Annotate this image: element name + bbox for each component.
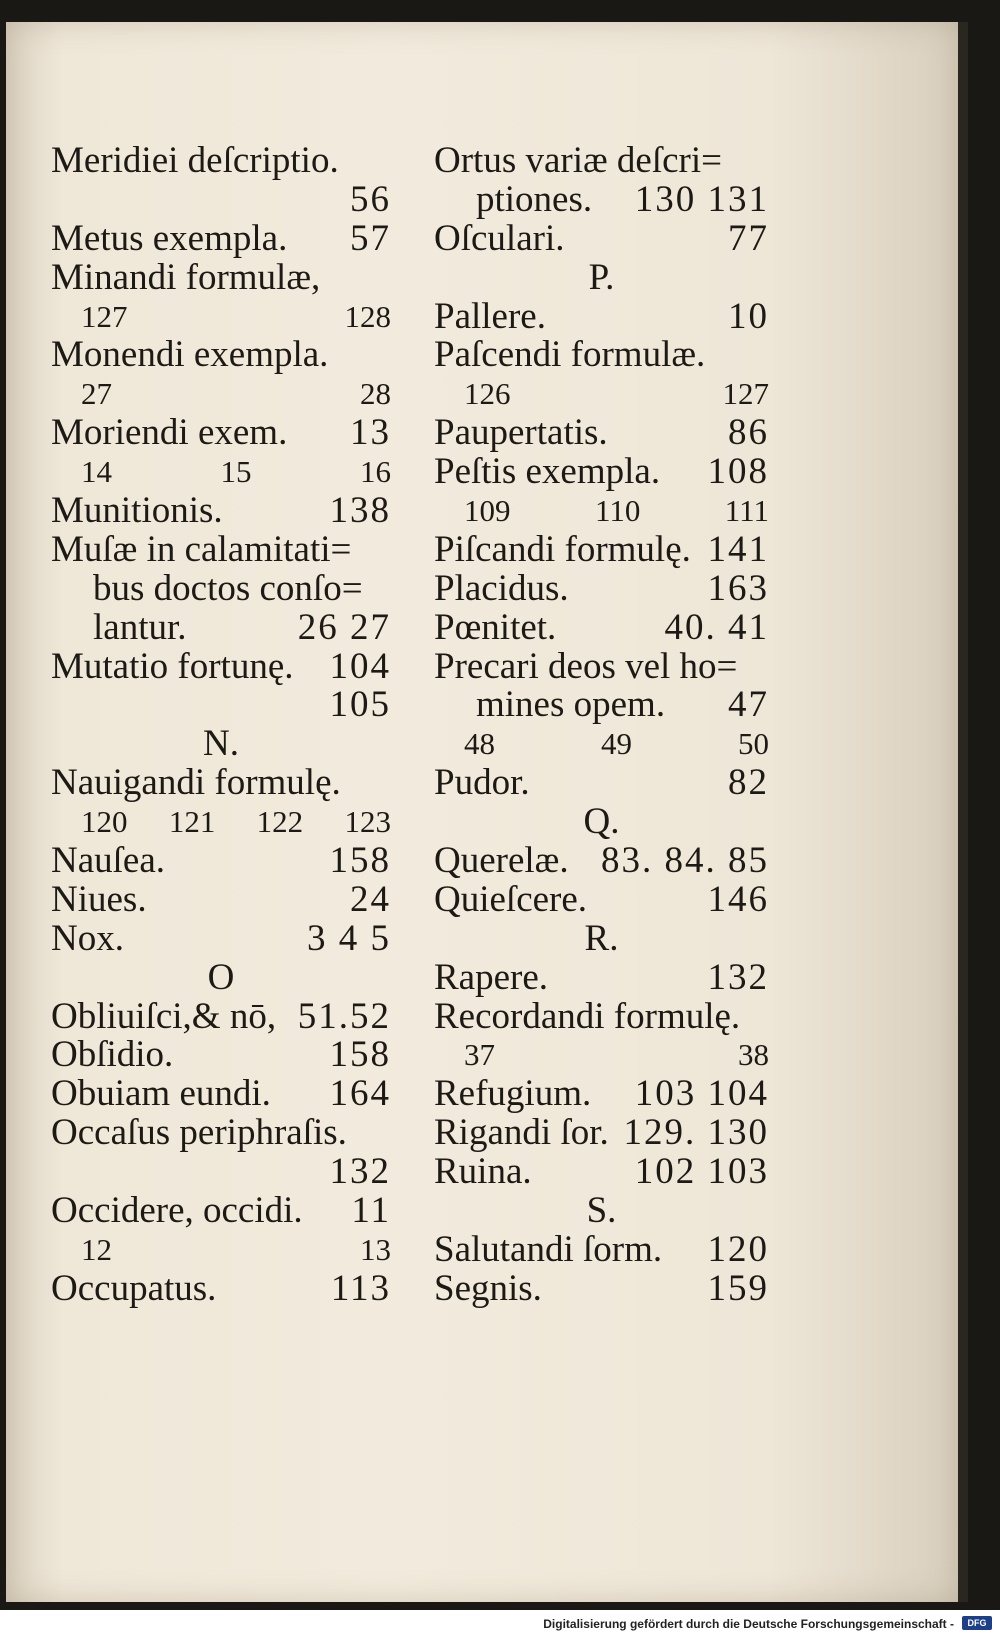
entry-term: Quieſcere. bbox=[434, 878, 588, 920]
entry-page-refs: 108 bbox=[707, 451, 769, 493]
page-numbers-row bbox=[434, 725, 769, 764]
index-entry bbox=[434, 878, 769, 920]
entry-term: Paſcendi formulæ. bbox=[434, 334, 706, 376]
index-column-left bbox=[51, 142, 391, 1309]
continuation-row bbox=[51, 178, 391, 220]
section-letter-text: O bbox=[207, 956, 235, 998]
index-entry bbox=[434, 1075, 769, 1114]
section-letter bbox=[51, 725, 391, 764]
index-entry bbox=[51, 1192, 391, 1231]
page-number: 14 bbox=[81, 454, 112, 490]
section-letter bbox=[434, 803, 769, 842]
page-number: 121 bbox=[168, 804, 216, 840]
entry-term: Meridiei deſcriptio. bbox=[51, 140, 339, 181]
page-numbers-row bbox=[51, 453, 391, 492]
entry-term: ptiones. bbox=[476, 178, 593, 220]
index-entry bbox=[434, 606, 769, 648]
index-entry bbox=[51, 878, 391, 920]
index-entry bbox=[51, 606, 391, 648]
page-number: 111 bbox=[724, 493, 769, 529]
entry-page-refs: 13 bbox=[350, 412, 391, 454]
index-entry bbox=[51, 1036, 391, 1075]
index-entry bbox=[51, 1267, 391, 1309]
entry-term: Obſidio. bbox=[51, 1034, 174, 1076]
page-number: 126 bbox=[464, 376, 511, 412]
entry-page-refs: 102 103 bbox=[634, 1151, 769, 1193]
entry-term: mines opem. bbox=[476, 684, 666, 726]
entry-term: Pudor. bbox=[434, 762, 530, 804]
index-entry bbox=[51, 1114, 391, 1153]
entry-page-refs: 56 bbox=[350, 178, 391, 220]
page-number: 16 bbox=[360, 454, 391, 490]
entry-term: Rigandi ſor. bbox=[434, 1112, 609, 1154]
index-entry bbox=[51, 842, 391, 881]
entry-term: Mutatio fortunę. bbox=[51, 645, 294, 687]
entry-term: Refugium. bbox=[434, 1073, 592, 1115]
index-entry bbox=[434, 956, 769, 998]
continuation-row bbox=[51, 1153, 391, 1192]
page-number: 38 bbox=[738, 1037, 769, 1073]
index-entry bbox=[434, 1267, 769, 1309]
page-number: 127 bbox=[81, 298, 128, 334]
entry-term: lantur. bbox=[93, 606, 187, 648]
entry-term: Precari deos vel ho= bbox=[434, 645, 738, 687]
entry-term: Rapere. bbox=[434, 956, 549, 998]
entry-term: Occupatus. bbox=[51, 1267, 217, 1309]
entry-term: Minandi formulæ, bbox=[51, 256, 321, 298]
entry-term: Pallere. bbox=[434, 295, 546, 337]
section-letter-text: R. bbox=[584, 917, 619, 959]
index-entry bbox=[51, 645, 391, 687]
entry-term: Monendi exempla. bbox=[51, 334, 329, 376]
index-entry bbox=[51, 917, 391, 959]
page-number: 110 bbox=[594, 493, 641, 529]
page-number: 123 bbox=[344, 804, 391, 840]
index-entry bbox=[434, 995, 769, 1037]
page-number: 122 bbox=[256, 804, 304, 840]
entry-page-refs: 11 bbox=[351, 1190, 391, 1232]
section-letter bbox=[434, 256, 769, 298]
entry-term: Peſtis exempla. bbox=[434, 451, 661, 493]
index-entry bbox=[434, 336, 769, 375]
entry-page-refs: 129. 130 bbox=[623, 1112, 769, 1154]
entry-page-refs: 83. 84. 85 bbox=[601, 840, 769, 882]
entry-term: Ortus variæ deſcri= bbox=[434, 140, 723, 181]
page-numbers-row bbox=[434, 1036, 769, 1075]
index-entry bbox=[434, 142, 769, 181]
index-entry bbox=[434, 414, 769, 453]
page-number: 109 bbox=[464, 493, 511, 529]
index-entry bbox=[51, 995, 391, 1037]
entry-page-refs: 159 bbox=[707, 1267, 769, 1309]
entry-term: Obliuiſci,& nō, bbox=[51, 995, 277, 1037]
entry-page-refs: 10 bbox=[728, 295, 769, 337]
page-edge bbox=[958, 22, 968, 1602]
entry-page-refs: 113 bbox=[330, 1267, 391, 1309]
page-numbers-row bbox=[51, 1231, 391, 1270]
index-entry bbox=[434, 295, 769, 337]
section-letter-text: S. bbox=[586, 1190, 617, 1232]
continuation-row bbox=[51, 686, 391, 725]
entry-page-refs: 132 bbox=[329, 1151, 391, 1193]
index-entry bbox=[434, 1228, 769, 1270]
entry-term: Paupertatis. bbox=[434, 412, 608, 454]
entry-page-refs: 105 bbox=[329, 684, 391, 726]
index-entry bbox=[51, 414, 391, 453]
index-column-right bbox=[434, 142, 769, 1309]
index-entry bbox=[51, 336, 391, 375]
index-entry bbox=[434, 217, 769, 259]
page-number: 37 bbox=[464, 1037, 495, 1073]
page-numbers-row bbox=[434, 492, 769, 531]
entry-term: Moriendi exem. bbox=[51, 412, 288, 454]
entry-page-refs: 103 104 bbox=[634, 1073, 769, 1115]
entry-term: Munitionis. bbox=[51, 490, 223, 532]
entry-page-refs: 120 bbox=[707, 1228, 769, 1270]
page-number: 12 bbox=[81, 1231, 112, 1267]
entry-page-refs: 130 131 bbox=[634, 178, 769, 220]
section-letter-text: P. bbox=[588, 256, 615, 298]
index-entry bbox=[434, 842, 769, 881]
entry-term: Pœnitet. bbox=[434, 606, 557, 648]
page-number: 13 bbox=[360, 1231, 391, 1267]
entry-page-refs: 132 bbox=[707, 956, 769, 998]
page-numbers-row bbox=[51, 298, 391, 337]
page-number: 27 bbox=[81, 376, 112, 412]
entry-page-refs: 164 bbox=[329, 1073, 391, 1115]
entry-term: Niues. bbox=[51, 878, 147, 920]
entry-term: Occidere, occidi. bbox=[51, 1190, 303, 1232]
page-number: 28 bbox=[360, 376, 391, 412]
index-entry bbox=[51, 142, 391, 181]
entry-term: Nauigandi formulę. bbox=[51, 762, 341, 804]
index-entry bbox=[434, 178, 769, 220]
page-number: 15 bbox=[220, 454, 252, 490]
entry-page-refs: 51.52 bbox=[297, 995, 391, 1037]
entry-term: Nauſea. bbox=[51, 840, 166, 882]
index-entry bbox=[434, 528, 769, 570]
index-entry bbox=[434, 567, 769, 609]
page-numbers-row bbox=[51, 803, 391, 842]
entry-page-refs: 77 bbox=[728, 217, 769, 259]
index-entry bbox=[51, 764, 391, 803]
page-number: 120 bbox=[81, 804, 128, 840]
page-number: 49 bbox=[601, 726, 632, 762]
footer-bar bbox=[0, 1610, 1000, 1637]
page-number: 128 bbox=[344, 298, 391, 334]
page-number: 48 bbox=[464, 726, 495, 762]
dfg-logo: DFG bbox=[962, 1616, 992, 1630]
entry-page-refs: 138 bbox=[329, 490, 391, 532]
entry-page-refs: 26 27 bbox=[297, 606, 391, 648]
entry-page-refs: 158 bbox=[329, 1034, 391, 1076]
index-entry bbox=[51, 567, 391, 609]
section-letter-text: N. bbox=[203, 723, 239, 765]
entry-term: Oſculari. bbox=[434, 217, 565, 259]
page-number: 50 bbox=[738, 726, 769, 762]
index-entry bbox=[434, 1153, 769, 1192]
index-entry bbox=[434, 453, 769, 492]
section-letter bbox=[434, 917, 769, 959]
entry-page-refs: 146 bbox=[707, 878, 769, 920]
index-entry bbox=[51, 217, 391, 259]
page-numbers-row bbox=[51, 375, 391, 414]
entry-term: Querelæ. bbox=[434, 840, 569, 882]
page-number: 127 bbox=[722, 376, 769, 412]
entry-page-refs: 163 bbox=[707, 567, 769, 609]
entry-term: Piſcandi formulę. bbox=[434, 528, 691, 570]
entry-page-refs: 141 bbox=[707, 528, 769, 570]
entry-page-refs: 104 bbox=[329, 645, 391, 687]
book-page bbox=[6, 22, 958, 1602]
entry-page-refs: 82 bbox=[728, 762, 769, 804]
page-numbers-row bbox=[434, 375, 769, 414]
section-letter-text: Q. bbox=[583, 801, 620, 843]
index-entry bbox=[434, 764, 769, 803]
section-letter bbox=[51, 956, 391, 998]
entry-term: Muſæ in calamitati= bbox=[51, 528, 352, 570]
entry-term: Recordandi formulę. bbox=[434, 995, 741, 1037]
entry-term: Metus exempla. bbox=[51, 217, 288, 259]
index-entry bbox=[434, 645, 769, 687]
index-entry bbox=[51, 1075, 391, 1114]
entry-term: Nox. bbox=[51, 917, 124, 959]
index-entry bbox=[51, 492, 391, 531]
index-entry bbox=[434, 686, 769, 725]
section-letter bbox=[434, 1192, 769, 1231]
entry-term: Occaſus periphraſis. bbox=[51, 1112, 347, 1154]
entry-term: Ruina. bbox=[434, 1151, 532, 1193]
entry-page-refs: 47 bbox=[728, 684, 769, 726]
index-entry bbox=[434, 1114, 769, 1153]
entry-page-refs: 57 bbox=[350, 217, 391, 259]
entry-term: bus doctos conſo= bbox=[93, 567, 363, 609]
entry-term: Salutandi ſorm. bbox=[434, 1228, 663, 1270]
entry-page-refs: 3 4 5 bbox=[307, 917, 391, 959]
entry-page-refs: 40. 41 bbox=[664, 606, 769, 648]
entry-page-refs: 24 bbox=[350, 878, 391, 920]
entry-page-refs: 86 bbox=[728, 412, 769, 454]
funding-credit: Digitalisierung gefördert durch die Deutsche Forschungsgemeinschaft - bbox=[543, 1617, 954, 1631]
index-entry bbox=[51, 256, 391, 298]
entry-page-refs: 158 bbox=[329, 840, 391, 882]
entry-term: Obuiam eundi. bbox=[51, 1073, 271, 1115]
index-entry bbox=[51, 528, 391, 570]
entry-term: Segnis. bbox=[434, 1267, 542, 1309]
entry-term: Placidus. bbox=[434, 567, 569, 609]
